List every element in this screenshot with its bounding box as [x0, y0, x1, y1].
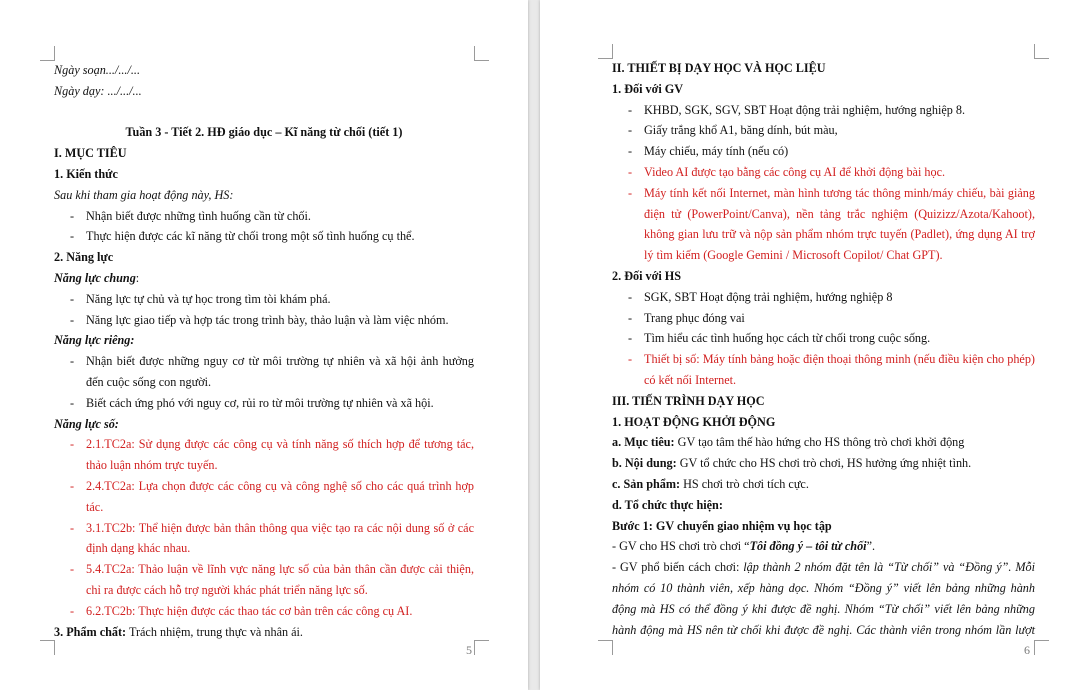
teach-date: Ngày dạy: .../.../... — [54, 83, 142, 98]
list-item: - Năng lực giao tiếp và hợp tác trong trình bày, thảo luận và làm việc nhóm. — [54, 310, 474, 331]
list-item: - Giấy trắng khổ A1, băng dính, bút màu, — [612, 120, 1035, 141]
subsection-heading: 1. Kiến thức — [54, 166, 118, 181]
rules-line: hành động mà HS nên từ chối khi được đề nghị. Các thành viên trong nhóm lần lượt — [612, 622, 1035, 637]
organization-heading: d. Tổ chức thực hiện: — [612, 497, 723, 512]
list-item: - 3.1.TC2b: Thể hiện được bản thân thông qua việc tạo ra các nội dung số ở các định dạng khác nhau. — [54, 518, 474, 560]
crop-mark — [598, 640, 613, 655]
crop-mark — [474, 640, 489, 655]
qualities-line: 3. Phẩm chất: Trách nhiệm, trung thực và nhân ái. — [54, 624, 303, 639]
crop-mark — [40, 640, 55, 655]
crop-mark — [40, 46, 55, 61]
list-item: - Biết cách ứng phó với nguy cơ, rủi ro từ môi trường tự nhiên và xã hội. — [54, 393, 474, 414]
list-item: - Nhận biết được những nguy cơ từ môi trường tự nhiên và xã hội ảnh hưởng đến cuộc sống con người. — [54, 351, 474, 393]
lesson-title: Tuần 3 - Tiết 2. HĐ giáo dục – Kĩ năng từ chối (tiết 1) — [125, 125, 403, 140]
page-body — [612, 58, 1035, 640]
list-item: - KHBD, SGK, SGV, SBT Hoạt động trải nghiệm, hướng nghiệp 8. — [612, 100, 1035, 121]
step-heading: Bước 1: GV chuyển giao nhiệm vụ học tập — [612, 518, 832, 533]
product-line: c. Sản phẩm: HS chơi trò chơi tích cực. — [612, 476, 809, 491]
page-number: 5 — [466, 643, 472, 657]
subsection-heading: 1. Đối với GV — [612, 81, 684, 96]
list-item: - Máy chiếu, máy tính (nếu có) — [612, 141, 1035, 162]
rules-line: nhóm có 10 thành viên, xếp hàng dọc. Nhóm “Đồng ý” viết lên bảng những hành — [612, 580, 1035, 595]
list-item: - 2.1.TC2a: Sử dụng được các công cụ và tính năng số thích hợp để tương tác, thảo luận nhóm trực tuyến. — [54, 434, 474, 476]
rules-line: động mà HS có thể đồng ý khi được đề nghị. Nhóm “Từ chối” viết lên bảng những — [612, 601, 1035, 616]
list-item: - Thiết bị số: Máy tính bảng hoặc điện thoại thông minh (nếu điều kiện cho phép) có kết nối Internet. — [612, 349, 1035, 391]
list-item: - Nhận biết được những tình huống cần từ chối. — [54, 206, 474, 227]
subheading-general-competence: Năng lực chung: — [54, 270, 140, 285]
intro-text: Sau khi tham gia hoạt động này, HS: — [54, 187, 234, 202]
prep-date: Ngày soạn.../.../... — [54, 63, 140, 77]
list-item: - Máy tính kết nối Internet, màn hình tương tác thông minh/máy chiếu, bài giảng điện tử (PowerPoint/Canva), nền tảng trắc nghiệm (Quizizz/Azota/Kahoot), không gian lưu trữ và nộp sản phẩm nhóm trực tuyến (Padlet), ứng dụng AI trợ lý tìm kiếm (Google Gemini / Microsoft Copilot/ Chat GPT). — [612, 183, 1035, 266]
content-line: b. Nội dung: GV tổ chức cho HS chơi trò chơi, HS hưởng ứng nhiệt tình. — [612, 456, 972, 471]
crop-mark — [474, 46, 489, 61]
subsection-heading: 2. Năng lực — [54, 250, 114, 265]
section-heading: III. TIẾN TRÌNH DẠY HỌC — [612, 393, 765, 408]
crop-mark — [1034, 640, 1049, 655]
section-heading: II. THIẾT BỊ DẠY HỌC VÀ HỌC LIỆU — [612, 61, 826, 75]
list-item: - Trang phục đóng vai — [612, 308, 1035, 329]
list-item: - Thực hiện được các kĩ năng từ chối trong một số tình huống cụ thể. — [54, 226, 474, 247]
subsection-heading: 1. HOẠT ĐỘNG KHỞI ĐỘNG — [612, 414, 776, 429]
list-item: - 5.4.TC2a: Thảo luận về lĩnh vực năng lực số của bản thân cần được cải thiện, chỉ ra được cách hỗ trợ người khác phát triển năng lực số. — [54, 559, 474, 601]
page-body — [54, 60, 474, 642]
document-page-left — [0, 0, 528, 690]
rules-line: - GV phổ biến cách chơi: lập thành 2 nhóm đặt tên là “Từ chối” và “Đồng ý”. Mỗi — [612, 560, 1035, 575]
crop-mark — [598, 44, 613, 59]
list-item: - Năng lực tự chủ và tự học trong tìm tòi khám phá. — [54, 289, 474, 310]
document-page-right — [540, 0, 1077, 690]
list-item: - 2.4.TC2a: Lựa chọn được các công cụ và công nghệ số cho các quá trình hợp tác. — [54, 476, 474, 518]
game-intro-line: - GV cho HS chơi trò chơi “Tôi đồng ý – tôi từ chối”. — [612, 539, 876, 554]
list-item: - 6.2.TC2b: Thực hiện được các thao tác cơ bản trên các công cụ AI. — [54, 601, 474, 622]
page-number: 6 — [1024, 643, 1030, 657]
subheading-digital-competence: Năng lực số: — [54, 416, 119, 431]
section-heading: I. MỤC TIÊU — [54, 146, 127, 161]
list-item: - Tìm hiểu các tình huống học cách từ chối trong cuộc sống. — [612, 328, 1035, 349]
list-item: - Video AI được tạo bằng các công cụ AI để khởi động bài học. — [612, 162, 1035, 183]
crop-mark — [1034, 44, 1049, 59]
subheading-specific-competence: Năng lực riêng: — [54, 333, 135, 348]
objective-line: a. Mục tiêu: GV tạo tâm thế hào hứng cho HS thông trò chơi khởi động — [612, 435, 965, 450]
list-item: - SGK, SBT Hoạt động trải nghiệm, hướng nghiệp 8 — [612, 287, 1035, 308]
subsection-heading: 2. Đối với HS — [612, 268, 682, 283]
